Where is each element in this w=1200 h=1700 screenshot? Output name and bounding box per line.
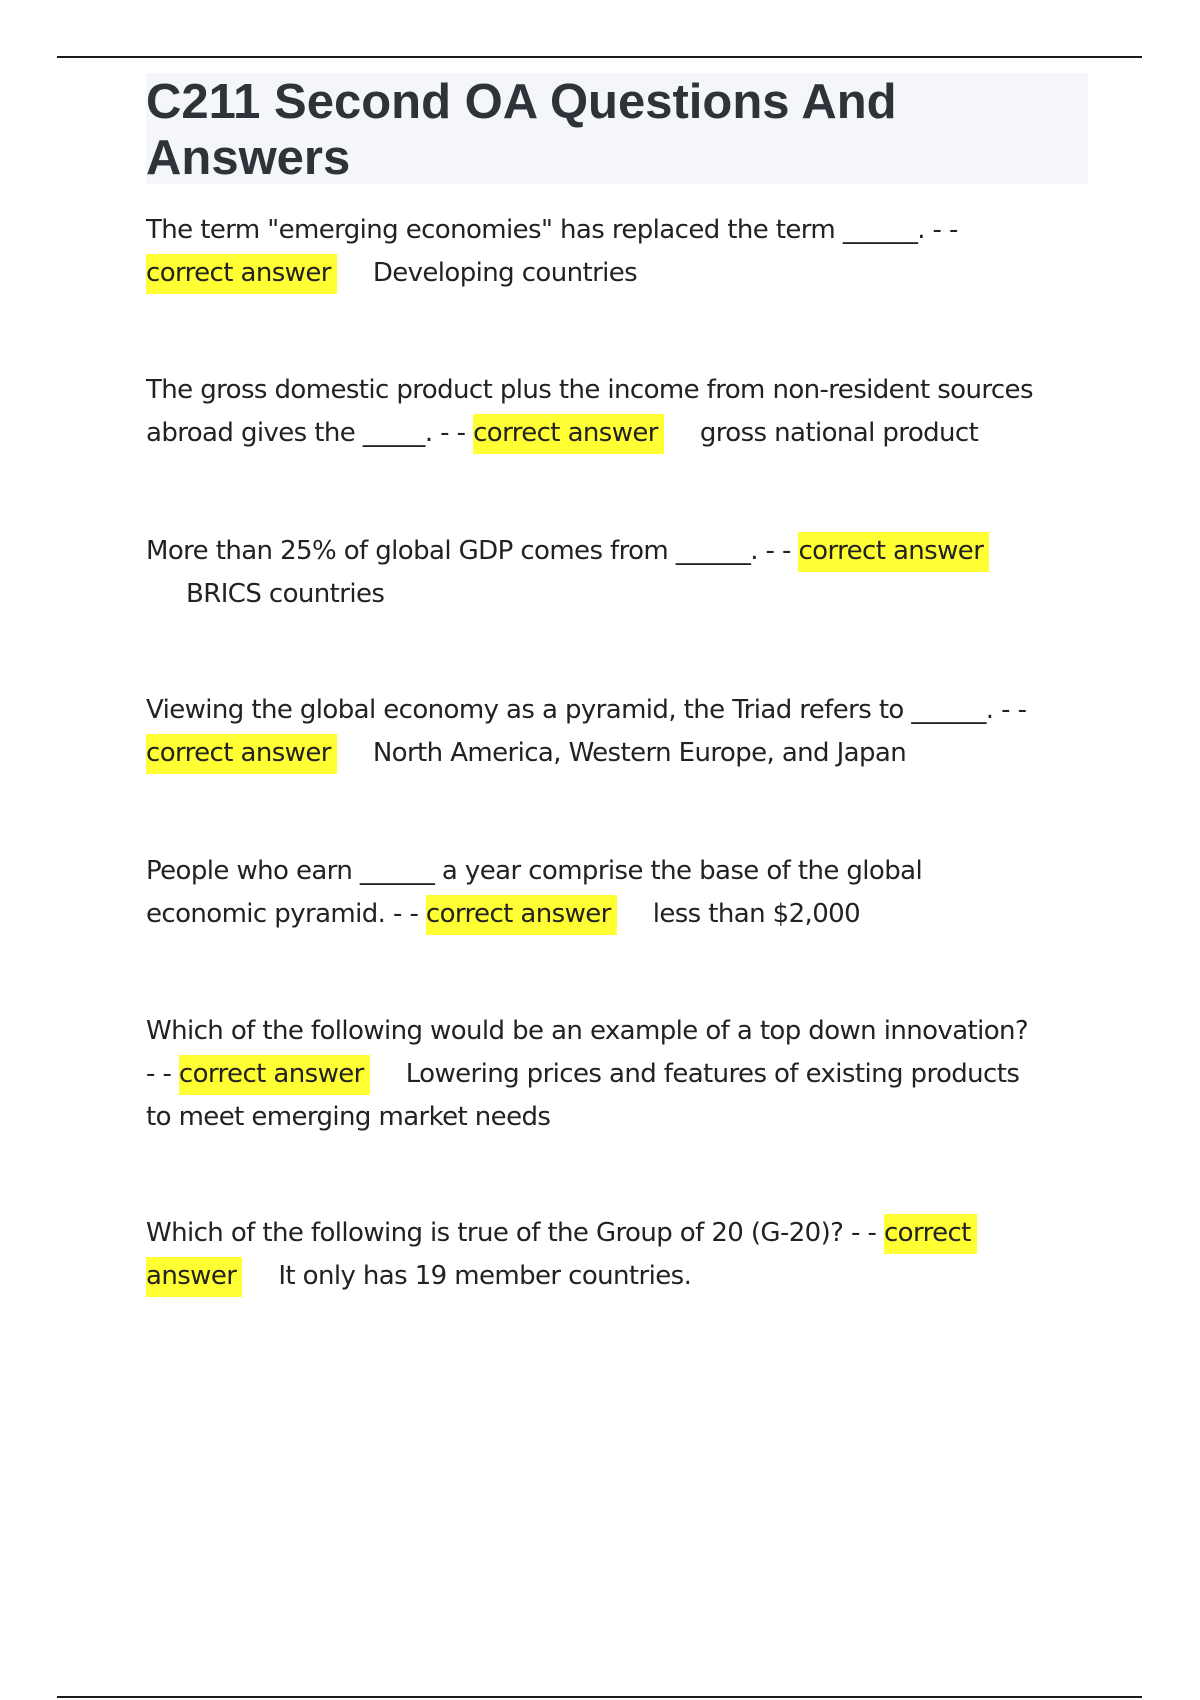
- question-text: The term "emerging economies" has replaced the term ______. - -: [146, 215, 958, 245]
- answer-highlight-continued: answer: [146, 1257, 242, 1297]
- answer-highlight: correct answer: [179, 1055, 370, 1095]
- answer-highlight: correct answer: [426, 895, 617, 935]
- qa-item-7: [146, 1212, 1086, 1298]
- answer-text: BRICS countries: [186, 579, 385, 609]
- answer-highlight: correct answer: [798, 532, 989, 572]
- qa-item-5: People who earn ______ a year comprise the base of the global economic pyramid. - - correct answer less than $2,000: [146, 850, 1086, 936]
- qa-item-3: [146, 530, 1086, 616]
- answer-highlight: correct answer: [146, 254, 337, 294]
- title-banner: [146, 73, 1088, 184]
- answer-text: Lowering prices and features of existing products: [405, 1059, 1020, 1089]
- answer-text: North America, Western Europe, and Japan: [372, 738, 907, 768]
- question-text: Which of the following would be an example of a top down innovation?: [146, 1016, 1029, 1046]
- question-text: Viewing the global economy as a pyramid, the Triad refers to ______. - -: [146, 695, 1027, 725]
- qa-item-1: [146, 209, 1086, 295]
- qa-item-2: [146, 369, 1086, 455]
- top-rule: [57, 56, 1142, 58]
- answer-text: It only has 19 member countries.: [278, 1261, 692, 1291]
- answer-text-continued: to meet emerging market needs: [146, 1102, 551, 1132]
- answer-highlight: correct answer: [473, 414, 664, 454]
- document-title: C211 Second OA Questions And Answers: [146, 75, 897, 185]
- qa-item-4: [146, 689, 1086, 775]
- question-text: Which of the following is true of the Group of 20 (G-20)? - - correct: [146, 1212, 1086, 1255]
- question-text: More than 25% of global GDP comes from ______. - - correct answer: [146, 530, 1086, 573]
- answer-highlight: correct: [884, 1214, 977, 1254]
- answer-text: gross national product: [699, 418, 979, 448]
- answer-highlight: correct answer: [146, 734, 337, 774]
- question-text: People who earn ______ a year comprise the base of the global: [146, 856, 923, 886]
- question-text: The gross domestic product plus the income from non-resident sources abroad gives the _____. - - correct answer gross national product: [146, 369, 1086, 455]
- qa-item-6: Which of the following would be an example of a top down innovation? - - correct answer Lowering prices and features of existing products to meet emerging market needs: [146, 1010, 1086, 1139]
- answer-text: less than $2,000: [652, 899, 861, 929]
- bottom-rule: [57, 1696, 1142, 1698]
- answer-text: Developing countries: [372, 258, 638, 288]
